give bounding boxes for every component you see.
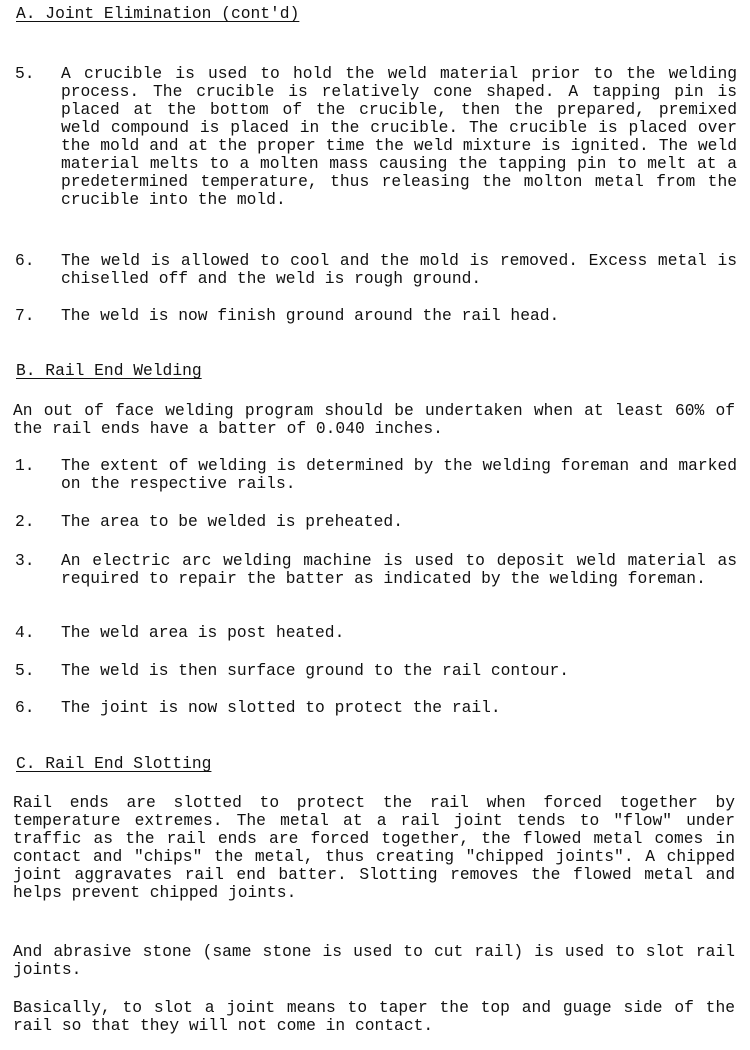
item-number: 6. (15, 251, 35, 270)
item-number: 4. (15, 623, 35, 642)
section-c-paragraph: And abrasive stone (same stone is used to cut rail) is used to slot rail joints. (13, 942, 735, 979)
item-number: 1. (15, 456, 35, 475)
item-number: 7. (15, 306, 35, 325)
item-text: A crucible is used to hold the weld material prior to the welding process. The crucible is relatively cone shaped. A tapping pin is placed at the bottom of the crucible, then the prepared, premixed weld compound is placed in the crucible. The crucible is placed over the mold and at the proper time the weld mixture is ignited. The weld material melts to a molten mass causing the tapping pin to melt at a predetermined temperature, thus releasing the molton metal from the crucible into the mold. (61, 64, 737, 209)
section-c-heading: C. Rail End Slotting (16, 754, 212, 773)
section-c-paragraph: Rail ends are slotted to protect the rail when forced together by temperature extremes. The metal at a rail joint tends to "flow" under traffic as the rail ends are forced together, the flowed metal comes in contact and "chips" the metal, thus creating "chipped joints". A chipped joint aggravates rail end batter. Slotting removes the flowed metal and helps prevent chipped joints. (13, 793, 735, 902)
section-a-heading: A. Joint Elimination (cont'd) (16, 4, 300, 23)
item-number: 6. (15, 698, 35, 717)
item-text: The weld is now finish ground around the rail head. (61, 306, 560, 325)
section-b-heading: B. Rail End Welding (16, 361, 202, 380)
item-number: 2. (15, 512, 35, 531)
item-text: The extent of welding is determined by the welding foreman and marked on the respective rails. (61, 456, 737, 493)
item-text: The joint is now slotted to protect the rail. (61, 698, 501, 717)
item-text: The area to be welded is preheated. (61, 512, 403, 531)
item-number: 5. (15, 64, 35, 83)
section-c-paragraph: Basically, to slot a joint means to taper the top and guage side of the rail so that they will not come in contact. (13, 998, 735, 1035)
item-number: 3. (15, 551, 35, 570)
item-text: An electric arc welding machine is used to deposit weld material as required to repair the batter as indicated by the welding foreman. (61, 551, 737, 588)
item-text: The weld is allowed to cool and the mold is removed. Excess metal is chiselled off and the weld is rough ground. (61, 251, 737, 288)
section-b-intro: An out of face welding program should be undertaken when at least 60% of the rail ends have a batter of 0.040 inches. (13, 401, 735, 438)
item-text: The weld is then surface ground to the rail contour. (61, 661, 570, 680)
item-text: The weld area is post heated. (61, 623, 345, 642)
item-number: 5. (15, 661, 35, 680)
